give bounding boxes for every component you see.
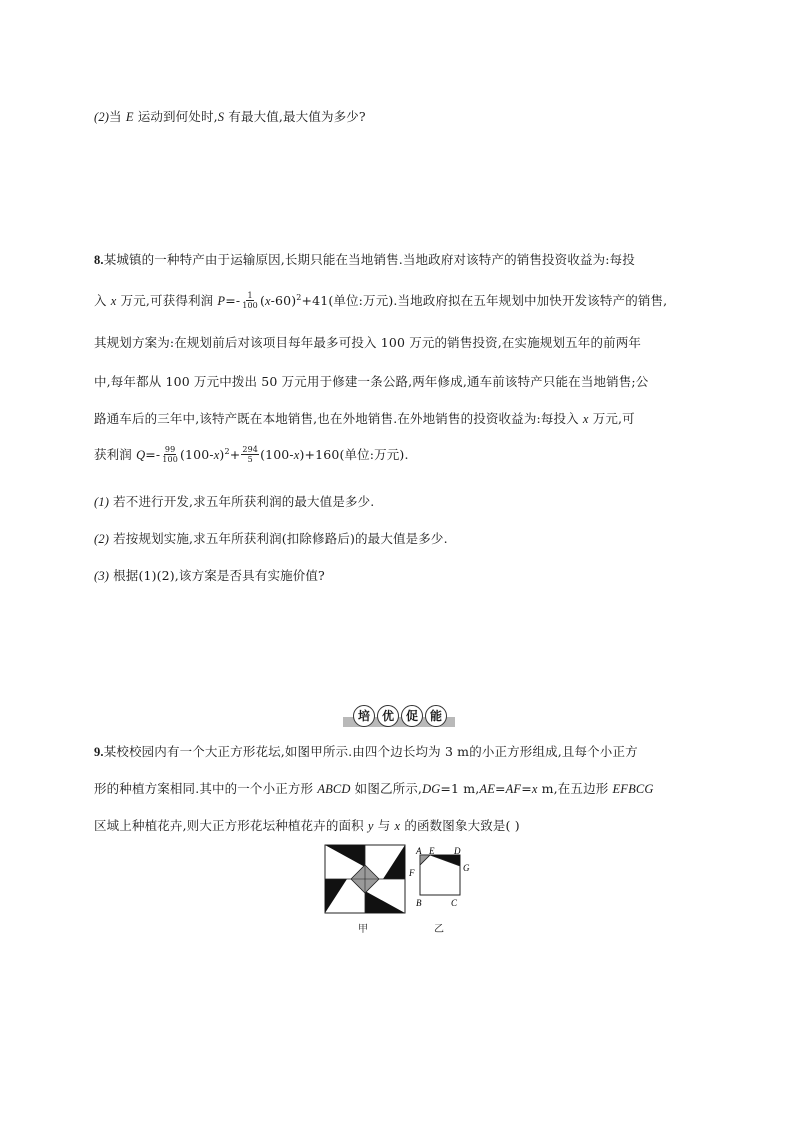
q8-line5: 路通车后的三年中,该特产既在本地销售,也在外地销售.在外地销售的投资收益为:每投入 x 万元,可	[94, 411, 635, 426]
fraction-294-over-5: $\frac{294}{5}$	[242, 445, 259, 464]
section-banner	[343, 705, 455, 727]
q9-line1: 9.某校校园内有一个大正方形花坛,如图甲所示.由四个边长均为 3 m的小正方形组成,且每个小正方	[94, 744, 638, 759]
q8-line4: 中,每年都从 100 万元中拨出 50 万元用于修建一条公路,两年修成,通车前该特产只能在当地销售;公	[94, 374, 649, 389]
q8-line3: 其规划方案为:在规划前后对该项目每年最多可投入 100 万元的销售投资,在实施规划五年的前两年	[94, 335, 642, 350]
banner-char: 培	[353, 705, 375, 727]
q8-number: 8.	[94, 253, 104, 267]
banner-char: 能	[425, 705, 447, 727]
q9-number: 9.	[94, 745, 104, 759]
q8-part1: (1) 若不进行开发,求五年所获利润的最大值是多少.	[94, 494, 375, 509]
q8-part2: (2) 若按规划实施,求五年所获利润(扣除修路后)的最大值是多少.	[94, 531, 448, 546]
label-E: E	[429, 846, 435, 856]
figure-jia-caption: 甲	[358, 924, 368, 935]
banner-char: 优	[377, 705, 399, 727]
q8-line1: 8.某城镇的一种特产由于运输原因,长期只能在当地销售.当地政府对该特产的销售投资收益为:每投	[94, 252, 635, 267]
q9-line2: 形的种植方案相同.其中的一个小正方形 ABCD 如图乙所示,DG=1 m,AE=AF=x m,在五边形 EFBCG	[94, 781, 654, 796]
figure-yi-caption: 乙	[434, 924, 444, 935]
fraction-99-over-100: $\frac{99}{100}$	[162, 445, 178, 464]
label-G: G	[463, 863, 470, 873]
label-D: D	[454, 846, 461, 856]
figure-yi-diagram	[404, 844, 472, 910]
figure-jia-diagram	[324, 844, 406, 914]
q8-part3: (3) 根据(1)(2),该方案是否具有实施价值?	[94, 568, 325, 583]
banner-char: 促	[401, 705, 423, 727]
q9-line3: 区域上种植花卉,则大正方形花坛种植花卉的面积 y 与 x 的函数图象大致是( )	[94, 818, 520, 833]
q8-line2: 入 x 万元,可获得利润 P=- $\frac{1}{100}$ $(x-60)^2+41$(单位:万元).当地政府拟在五年规划中加快开发该特产的销售,	[94, 291, 668, 310]
q8-line6: 获利润 Q=- $\frac{99}{100}$ $(100-x)^2+$ $\frac{294}{5}$ (100-x)+160(单位:万元).	[94, 445, 409, 464]
label-C: C	[451, 898, 458, 908]
label-F: F	[409, 868, 415, 878]
q7-part2-line: (2)当 E 运动到何处时,S 有最大值,最大值为多少?	[94, 109, 366, 124]
fraction-1-over-100: $\frac{1}{100}$	[242, 291, 258, 310]
label-A: A	[416, 846, 422, 856]
label-B: B	[416, 898, 422, 908]
